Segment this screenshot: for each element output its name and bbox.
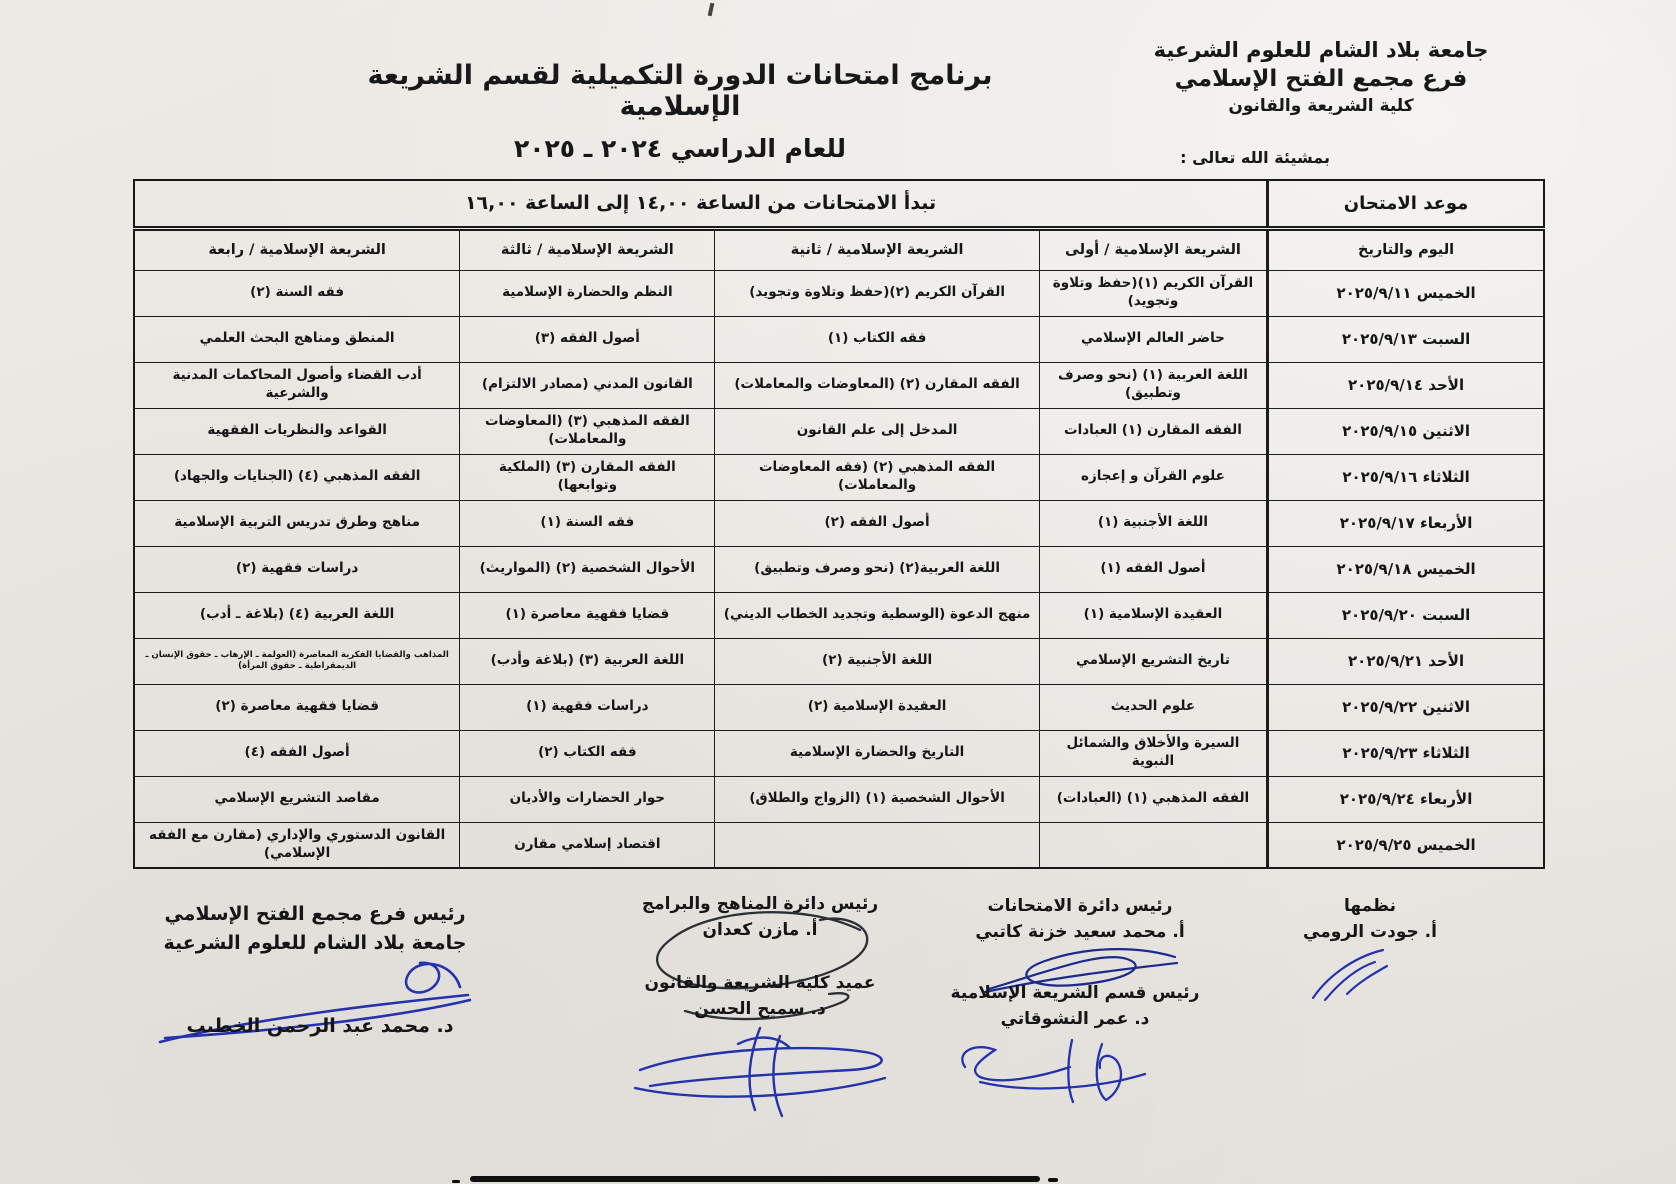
- branch-head-name-block: [185, 1012, 455, 1041]
- scan-dot-artifact: [1048, 1178, 1058, 1182]
- exam-table-row: [134, 684, 1544, 730]
- year2-column-header: الشريعة الإسلامية / ثانية: [715, 228, 1039, 270]
- exam-date-cell: الأربعاء ٢٠٢٥/٩/١٧: [1268, 500, 1544, 546]
- exam-subject-cell-year4: مناهج وطرق تدريس التربية الإسلامية: [134, 500, 460, 546]
- dean-name: د. سميح الحسن: [694, 999, 826, 1020]
- branch-head-name: د. محمد عبد الرحمن الخطيب: [186, 1015, 454, 1037]
- exam-subject-cell-year4: دراسات فقهية (٢): [134, 546, 460, 592]
- exam-subject-cell-year1: علوم القرآن و إعجازه: [1039, 454, 1267, 500]
- title-line1: برنامج امتحانات الدورة التكميلية لقسم الشريعة الإسلامية: [367, 60, 993, 122]
- exam-subject-cell-year1: العقيدة الإسلامية (١): [1039, 592, 1267, 638]
- scan-dot-artifact: [452, 1180, 460, 1183]
- exam-subject-cell-year3: فقه السنة (١): [460, 500, 715, 546]
- dean-signature-ink: [620, 1008, 900, 1123]
- exam-subject-cell-year4: أصول الفقه (٤): [134, 730, 460, 776]
- exam-table-row: [134, 638, 1544, 684]
- sharia-dept-name: د. عمر النشوقاتي: [1000, 1009, 1150, 1030]
- exam-subject-cell-year2: منهج الدعوة (الوسطية وتجديد الخطاب الديني): [715, 592, 1039, 638]
- dean-signature-block: [635, 970, 885, 1023]
- faculty-name: كلية الشريعة والقانون: [1228, 96, 1414, 117]
- exam-subject-cell-year4: قضايا فقهية معاصرة (٢): [134, 684, 460, 730]
- exam-subject-cell-year2: [715, 822, 1039, 868]
- exam-subject-cell-year1: الفقه المذهبي (١) (العبادات): [1039, 776, 1267, 822]
- scan-mark-artifact: [708, 3, 715, 17]
- year1-column-header: الشريعة الإسلامية / أولى: [1039, 228, 1267, 270]
- sharia-dept-title: رئيس قسم الشريعة الإسلامية: [950, 983, 1200, 1003]
- exam-time-banner-cell: تبدأ الامتحانات من الساعة ١٤,٠٠ إلى الساعة ١٦,٠٠: [134, 180, 1268, 228]
- dean-title: عميد كلية الشريعة والقانون: [644, 973, 876, 993]
- exam-date-cell: الأحد ٢٠٢٥/٩/١٤: [1268, 362, 1544, 408]
- organizer-signature-ink: [1295, 940, 1405, 1010]
- exam-table-row: [134, 362, 1544, 408]
- exam-date-cell: الأربعاء ٢٠٢٥/٩/٢٤: [1268, 776, 1544, 822]
- document-title: [335, 60, 1025, 163]
- organizer-signature-block: [1285, 893, 1455, 946]
- year4-column-header: الشريعة الإسلامية / رابعة: [134, 228, 460, 270]
- exam-subject-cell-year1: السيرة والأخلاق والشمائل النبوية: [1039, 730, 1267, 776]
- exams-dept-name: أ. محمد سعيد خزنة كاتبي: [975, 922, 1185, 943]
- exam-subject-cell-year1: [1039, 822, 1267, 868]
- exam-date-cell: الاثنين ٢٠٢٥/٩/١٥: [1268, 408, 1544, 454]
- exam-date-cell: الثلاثاء ٢٠٢٥/٩/١٦: [1268, 454, 1544, 500]
- exams-dept-signature-block: [955, 893, 1205, 946]
- exam-subject-cell-year3: اقتصاد إسلامي مقارن: [460, 822, 715, 868]
- exam-subject-cell-year2: الأحوال الشخصية (١) (الزواج والطلاق): [715, 776, 1039, 822]
- exam-subject-cell-year2: العقيدة الإسلامية (٢): [715, 684, 1039, 730]
- branch-head-title-line2: جامعة بلاد الشام للعلوم الشرعية: [163, 931, 467, 954]
- exam-table-row: [134, 776, 1544, 822]
- exam-date-cell: الاثنين ٢٠٢٥/٩/٢٢: [1268, 684, 1544, 730]
- exams-dept-title: رئيس دائرة الامتحانات: [987, 896, 1173, 916]
- exam-subject-cell-year4: اللغة العربية (٤) (بلاغة ـ أدب): [134, 592, 460, 638]
- branch-head-signature-block: [155, 900, 475, 957]
- exam-table-row: [134, 822, 1544, 868]
- exam-subject-cell-year3: فقه الكتاب (٢): [460, 730, 715, 776]
- exam-subject-cell-year2: فقه الكتاب (١): [715, 316, 1039, 362]
- scan-edge-artifact: [470, 1176, 1040, 1182]
- exam-subject-cell-year1: الفقه المقارن (١) العبادات: [1039, 408, 1267, 454]
- exam-subject-cell-year4: فقه السنة (٢): [134, 270, 460, 316]
- exam-schedule-table-container: [133, 179, 1545, 869]
- exam-subject-cell-year3: القانون المدني (مصادر الالتزام): [460, 362, 715, 408]
- exam-subject-cell-year2: أصول الفقه (٢): [715, 500, 1039, 546]
- table-banner-row: [134, 180, 1544, 228]
- curricula-dept-name: أ. مازن كعدان: [702, 920, 818, 941]
- exam-subject-cell-year1: علوم الحديث: [1039, 684, 1267, 730]
- exam-subject-cell-year4: القواعد والنظريات الفقهية: [134, 408, 460, 454]
- exam-table-body: [134, 270, 1544, 868]
- date-column-header: اليوم والتاريخ: [1268, 228, 1544, 270]
- exam-table-row: [134, 270, 1544, 316]
- exam-subject-cell-year4: الفقه المذهبي (٤) (الجنايات والجهاد): [134, 454, 460, 500]
- exam-subject-cell-year1: أصول الفقه (١): [1039, 546, 1267, 592]
- exam-table-row: [134, 316, 1544, 362]
- exam-date-cell: الثلاثاء ٢٠٢٥/٩/٢٣: [1268, 730, 1544, 776]
- university-letterhead: [1151, 36, 1491, 118]
- organizer-title: نظمها: [1344, 896, 1396, 916]
- exam-table-row: [134, 592, 1544, 638]
- exam-time-header-cell: موعد الامتحان: [1268, 180, 1544, 228]
- exam-date-cell: الخميس ٢٠٢٥/٩/١١: [1268, 270, 1544, 316]
- title-line2: للعام الدراسي ٢٠٢٤ ـ ٢٠٢٥: [513, 134, 847, 163]
- exam-date-cell: السبت ٢٠٢٥/٩/٢٠: [1268, 592, 1544, 638]
- exam-subject-cell-year2: التاريخ والحضارة الإسلامية: [715, 730, 1039, 776]
- exam-subject-cell-year4: المذاهب والقضايا الفكرية المعاصرة (العولمة ـ الإرهاب ـ حقوق الإنسان ـ الديمقراطية ـ حقوق المرأة): [134, 638, 460, 684]
- exam-table-row: [134, 730, 1544, 776]
- exam-subject-cell-year1: حاضر العالم الإسلامي: [1039, 316, 1267, 362]
- exam-table-row: [134, 454, 1544, 500]
- exam-subject-cell-year1: اللغة الأجنبية (١): [1039, 500, 1267, 546]
- exam-subject-cell-year4: المنطق ومناهج البحث العلمي: [134, 316, 460, 362]
- exam-subject-cell-year3: الفقه المذهبي (٣) (المعاوضات والمعاملات): [460, 408, 715, 454]
- exam-subject-cell-year3: النظم والحضارة الإسلامية: [460, 270, 715, 316]
- exam-date-cell: السبت ٢٠٢٥/٩/١٣: [1268, 316, 1544, 362]
- exam-subject-cell-year2: اللغة الأجنبية (٢): [715, 638, 1039, 684]
- exam-subject-cell-year4: أدب القضاء وأصول المحاكمات المدنية والشرعية: [134, 362, 460, 408]
- exam-subject-cell-year3: دراسات فقهية (١): [460, 684, 715, 730]
- branch-head-title-line1: رئيس فرع مجمع الفتح الإسلامي: [164, 903, 466, 925]
- exam-subject-cell-year1: القرآن الكريم (١)(حفظ وتلاوة وتجويد): [1039, 270, 1267, 316]
- organizer-name: أ. جودت الرومي: [1303, 922, 1437, 943]
- exam-subject-cell-year1: اللغة العربية (١) (نحو وصرف وتطبيق): [1039, 362, 1267, 408]
- exam-date-cell: الخميس ٢٠٢٥/٩/٢٥: [1268, 822, 1544, 868]
- exam-subject-cell-year3: اللغة العربية (٣) (بلاغة وأدب): [460, 638, 715, 684]
- exam-subject-cell-year3: أصول الفقه (٣): [460, 316, 715, 362]
- exam-subject-cell-year3: الفقه المقارن (٣) (الملكية وتوابعها): [460, 454, 715, 500]
- sharia-dept-signature-block: [945, 980, 1205, 1033]
- invocation-text: بمشيئة الله تعالى :: [1180, 148, 1330, 167]
- exam-subject-cell-year2: الفقه المقارن (٢) (المعاوضات والمعاملات): [715, 362, 1039, 408]
- exam-date-cell: الأحد ٢٠٢٥/٩/٢١: [1268, 638, 1544, 684]
- exam-table-row: [134, 408, 1544, 454]
- curricula-dept-signature-block: [625, 891, 895, 944]
- exam-subject-cell-year2: اللغة العربية(٢) (نحو وصرف وتطبيق): [715, 546, 1039, 592]
- university-name: جامعة بلاد الشام للعلوم الشرعية: [1153, 38, 1489, 62]
- exam-subject-cell-year4: القانون الدستوري والإداري (مقارن مع الفقه الإسلامي): [134, 822, 460, 868]
- sharia-dept-signature-ink: [950, 1022, 1160, 1107]
- exam-subject-cell-year3: حوار الحضارات والأديان: [460, 776, 715, 822]
- exam-schedule-table: [133, 179, 1545, 869]
- exam-subject-cell-year2: القرآن الكريم (٢)(حفظ وتلاوة وتجويد): [715, 270, 1039, 316]
- exam-subject-cell-year4: مقاصد التشريع الإسلامي: [134, 776, 460, 822]
- exam-table-row: [134, 546, 1544, 592]
- exam-table-row: [134, 500, 1544, 546]
- exam-subject-cell-year2: المدخل إلى علم القانون: [715, 408, 1039, 454]
- exam-subject-cell-year2: الفقه المذهبي (٢) (فقه المعاوضات والمعاملات): [715, 454, 1039, 500]
- exam-subject-cell-year3: الأحوال الشخصية (٢) (المواريث): [460, 546, 715, 592]
- branch-name: فرع مجمع الفتح الإسلامي: [1174, 66, 1468, 93]
- table-column-header-row: [134, 228, 1544, 270]
- exam-date-cell: الخميس ٢٠٢٥/٩/١٨: [1268, 546, 1544, 592]
- exam-subject-cell-year3: قضايا فقهية معاصرة (١): [460, 592, 715, 638]
- year3-column-header: الشريعة الإسلامية / ثالثة: [460, 228, 715, 270]
- curricula-dept-title: رئيس دائرة المناهج والبرامج: [641, 894, 879, 914]
- exam-subject-cell-year1: تاريخ التشريع الإسلامي: [1039, 638, 1267, 684]
